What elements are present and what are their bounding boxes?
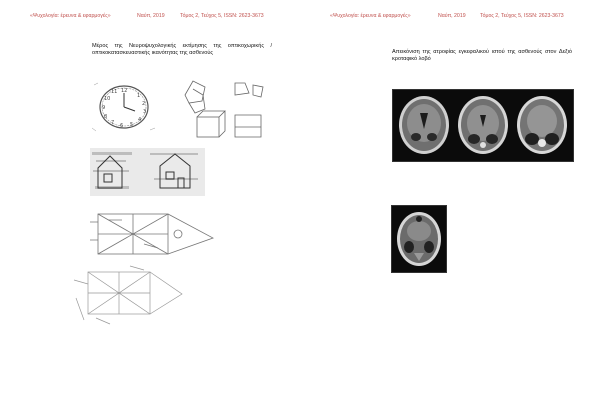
svg-text:9: 9 [102, 105, 106, 111]
ct-scan-series [392, 89, 574, 162]
svg-text:5: 5 [130, 122, 134, 128]
svg-text:11: 11 [111, 89, 118, 95]
ct-slice-3 [514, 93, 570, 158]
complex-figure-recall [70, 262, 190, 327]
svg-text:4: 4 [138, 117, 142, 123]
clock-drawing [90, 80, 160, 135]
volume-info: Τόμος 2, Τεύχος 5, ISSN: 2623-3673 [480, 13, 564, 19]
issue-date: Ναύπ, 2019 [438, 13, 466, 19]
page-header [0, 13, 300, 23]
svg-text:7: 7 [111, 120, 115, 126]
shape-copy-drawings [175, 75, 270, 145]
svg-text:2: 2 [142, 101, 146, 107]
house-drawing-copy [90, 148, 205, 196]
volume-info: Τόμος 2, Τεύχος 5, ISSN: 2623-3673 [180, 13, 264, 19]
journal-title: «Ψυχολογία: έρευνα & εφαρμογές» [330, 13, 411, 19]
complex-figure-copy [88, 210, 218, 260]
journal-title: «Ψυχολογία: έρευνα & εφαρμογές» [30, 13, 111, 19]
svg-text:10: 10 [104, 96, 111, 102]
svg-text:6: 6 [120, 123, 124, 129]
svg-text:12: 12 [121, 88, 128, 94]
svg-text:3: 3 [143, 109, 147, 115]
ct-slice-1 [396, 93, 452, 158]
ct-axial-slice [394, 209, 444, 269]
page-header [300, 13, 600, 23]
ct-scan-axial [391, 205, 447, 273]
svg-text:8: 8 [104, 114, 108, 120]
figure-caption: Απεικόνιση της ατροφίας εγκεφαλικού ιστού της ασθενούς στον Δεξιό κροταφικό λοβό [392, 49, 572, 62]
svg-text:1: 1 [137, 93, 141, 99]
issue-date: Ναύπ, 2019 [137, 13, 165, 19]
ct-slice-2 [455, 93, 511, 158]
figure-caption: Μέρος της Νευροψυχολογικής εκτίμησης της οπτικοχωρικής / οπτικοκατασκευαστικής ικανότητας της ασθενούς [92, 43, 272, 56]
right-page [300, 0, 600, 407]
